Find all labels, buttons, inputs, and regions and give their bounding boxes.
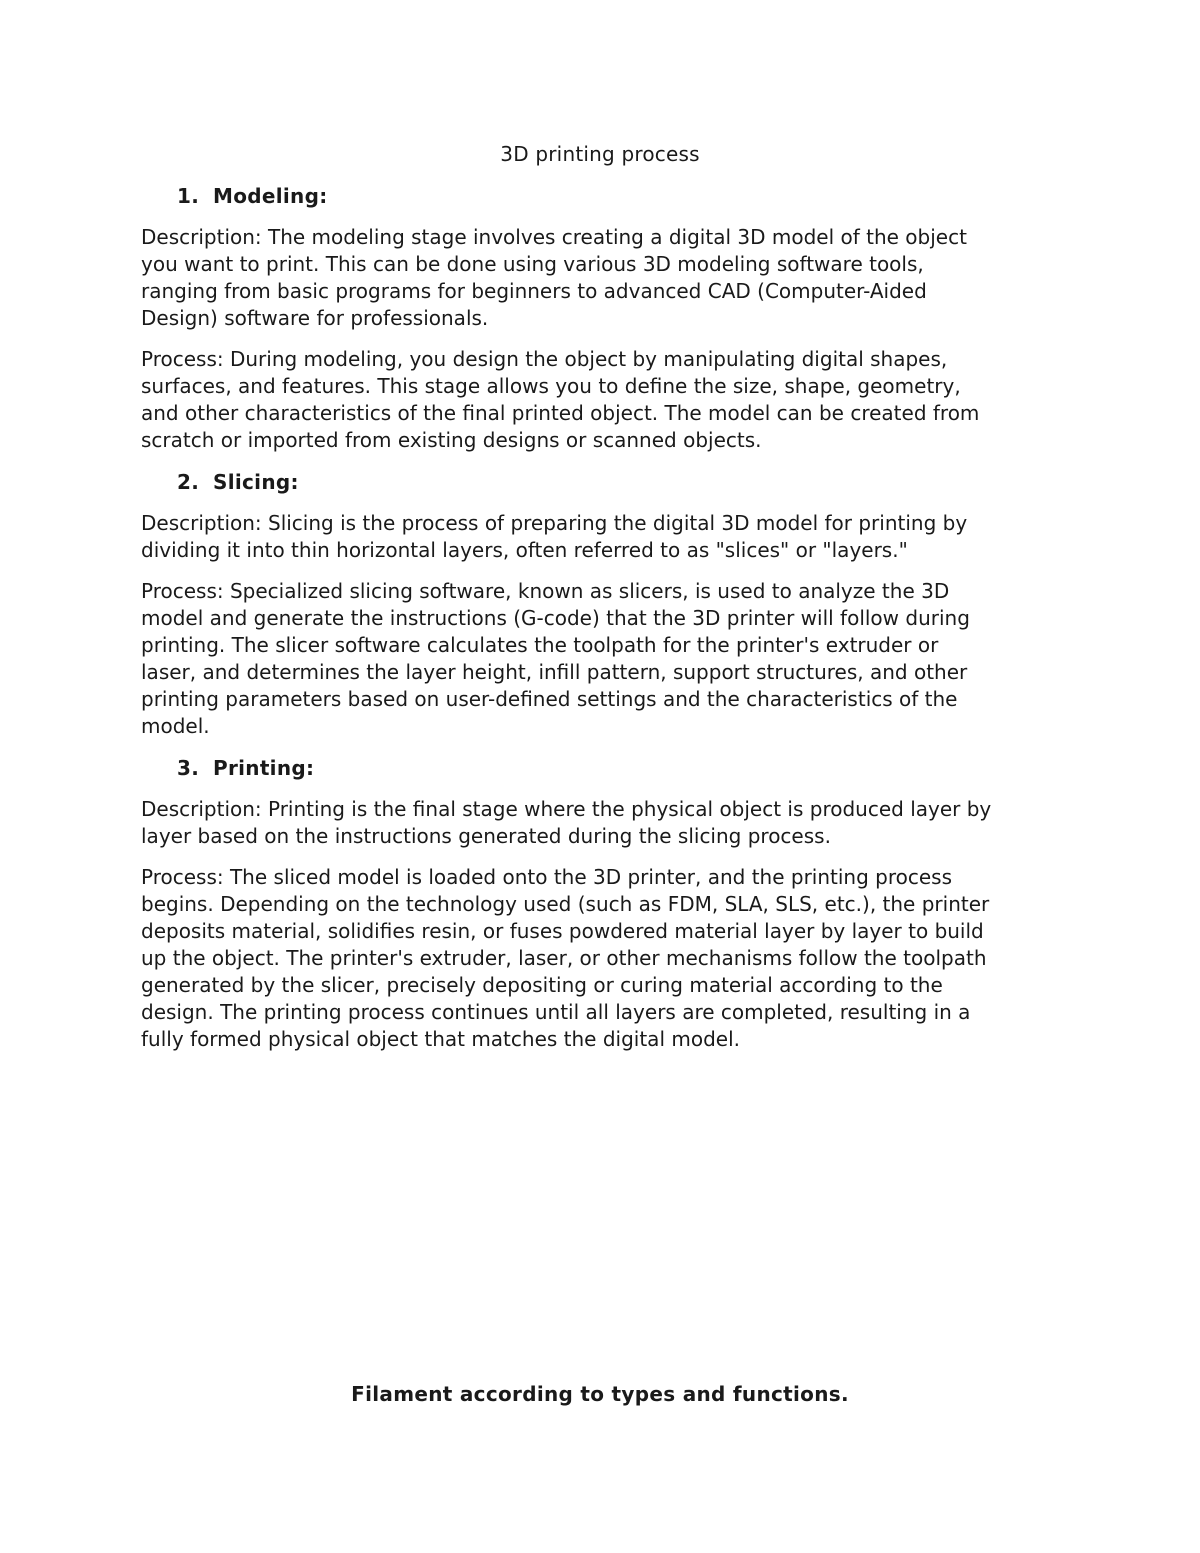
paragraph-line: up the object. The printer's extruder, laser, or other mechanisms follow the toolpath xyxy=(141,946,987,970)
paragraph-line: surfaces, and features. This stage allows you to define the size, shape, geometry, xyxy=(141,374,961,398)
section-number: 2. xyxy=(177,470,200,494)
paragraph-line: Description: Slicing is the process of preparing the digital 3D model for printing by xyxy=(141,511,968,535)
modeling-process xyxy=(141,346,1066,454)
page-title: 3D printing process xyxy=(500,142,700,166)
paragraph-line: dividing it into thin horizontal layers, often referred to as "slices" or "layers." xyxy=(141,538,908,562)
section-heading-printing xyxy=(177,754,1066,782)
section-number: 1. xyxy=(177,184,200,208)
section-title: Modeling: xyxy=(213,184,328,208)
paragraph-line: printing. The slicer software calculates the toolpath for the printer's extruder or xyxy=(141,633,939,657)
paragraph-line: ranging from basic programs for beginners to advanced CAD (Computer-Aided xyxy=(141,279,927,303)
paragraph-line: Description: Printing is the final stage where the physical object is produced layer by xyxy=(141,797,992,821)
section-title: Slicing: xyxy=(213,470,299,494)
paragraph-line: layer based on the instructions generated during the slicing process. xyxy=(141,824,831,848)
paragraph-line: deposits material, solidifies resin, or fuses powdered material layer by layer to build xyxy=(141,919,984,943)
printing-description xyxy=(141,796,1066,850)
footer-heading: Filament according to types and functions. xyxy=(351,1382,849,1406)
paragraph-line: Process: During modeling, you design the object by manipulating digital shapes, xyxy=(141,347,948,371)
section-heading-slicing xyxy=(177,468,1066,496)
paragraph-line: fully formed physical object that matches the digital model. xyxy=(141,1027,740,1051)
paragraph-line: Process: Specialized slicing software, known as slicers, is used to analyze the 3D xyxy=(141,579,950,603)
paragraph-line: Process: The sliced model is loaded onto the 3D printer, and the printing process xyxy=(141,865,953,889)
paragraph-line: you want to print. This can be done using various 3D modeling software tools, xyxy=(141,252,924,276)
section-title: Printing: xyxy=(213,756,315,780)
paragraph-line: design. The printing process continues until all layers are completed, resulting in a xyxy=(141,1000,971,1024)
paragraph-line: and other characteristics of the final printed object. The model can be created from xyxy=(141,401,980,425)
printing-process xyxy=(141,864,1066,1053)
paragraph-line: generated by the slicer, precisely depositing or curing material according to the xyxy=(141,973,943,997)
paragraph-line: model. xyxy=(141,714,210,738)
document-body xyxy=(141,140,1066,1067)
paragraph-line: laser, and determines the layer height, infill pattern, support structures, and other xyxy=(141,660,968,684)
slicing-description xyxy=(141,510,1066,564)
paragraph-line: scratch or imported from existing designs or scanned objects. xyxy=(141,428,762,452)
paragraph-line: Design) software for professionals. xyxy=(141,306,489,330)
paragraph-line: printing parameters based on user-defined settings and the characteristics of the xyxy=(141,687,958,711)
modeling-description xyxy=(141,224,1066,332)
paragraph-line: Description: The modeling stage involves creating a digital 3D model of the object xyxy=(141,225,967,249)
section-number: 3. xyxy=(177,756,200,780)
paragraph-line: model and generate the instructions (G-code) that the 3D printer will follow during xyxy=(141,606,970,630)
slicing-process xyxy=(141,578,1066,740)
section-heading-modeling xyxy=(177,182,1066,210)
paragraph-line: begins. Depending on the technology used (such as FDM, SLA, SLS, etc.), the printer xyxy=(141,892,990,916)
